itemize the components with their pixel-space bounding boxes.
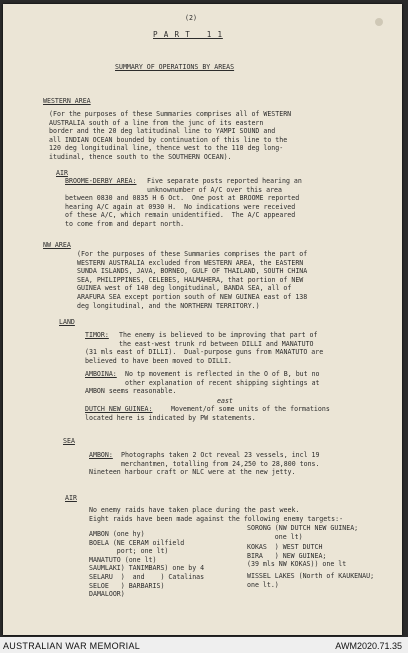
text-line: itudinal, thence south to the SOUTHERN OCEAN). — [49, 153, 232, 161]
list-item: WISSEL LAKES (North of KAUKENAU; — [247, 572, 375, 580]
text-line: Movement/of some units of the formations — [171, 405, 330, 413]
text-line: other explanation of recent shipping sightings at — [125, 378, 320, 387]
list-item: KOKAS ) WEST DUTCH — [247, 543, 323, 551]
list-item: one lt.) — [247, 580, 279, 589]
text-line: AUSTRALIA south of a line from the junc of its eastern — [49, 118, 264, 127]
footer-source: AUSTRALIAN WAR MEMORIAL — [3, 641, 141, 651]
list-item: BOELA (NE CERAM oilfield — [89, 538, 185, 547]
text-line: GUINEA west of 140 deg longitudinal, BANDA SEA, all of — [77, 284, 292, 293]
text-line: (For the purposes of these Summaries comprises all of WESTERN — [49, 110, 292, 118]
text-line: The enemy is believed to be improving that part of — [119, 331, 318, 339]
list-item: SELARU ) and ) Catalinas — [89, 573, 205, 581]
text-line: believed to have been moved to DILLI. — [85, 356, 232, 365]
text-line: Eight raids have been made against the following enemy targets:- — [89, 514, 344, 523]
text-line: of these A/C, which remain unidentified. The A/C appeared — [65, 211, 296, 220]
broome-derby-label: BROOME-DERBY AREA: — [65, 177, 137, 185]
text-line: WESTERN AUSTRALIA excluded from WESTERN AREA, the EASTERN — [77, 258, 304, 267]
text-line: ARAFURA SEA except portion south of NEW GUINEA east of 138 — [77, 293, 308, 301]
text-line: deg longitudinal, and the NORTHERN TERRITORY.) — [77, 301, 260, 310]
text-line: AMBON seems reasonable. — [85, 387, 177, 396]
list-item: AMBON (one hy) — [89, 530, 145, 538]
footer-accession: AWM2020.71.35 — [335, 641, 402, 651]
text-line: Five separate posts reported hearing an — [147, 177, 302, 185]
list-item: one lt) — [247, 532, 303, 541]
text-line: border and the 20 deg latitudinal line to YAMPI SOUND and — [49, 127, 276, 136]
western-air-label: AIR — [56, 169, 68, 177]
text-line: all INDIAN OCEAN bounded by continuation of this line to the — [49, 135, 288, 144]
text-line: No enemy raids have taken place during the past week. — [89, 506, 300, 514]
list-item: DAMALOOR) — [89, 590, 125, 599]
text-line: to come from and depart north. — [65, 220, 185, 228]
list-item: SELOE ) BARBARIS) — [89, 581, 165, 590]
text-line: Nineteen harbour craft or NLC were at the new jetty. — [89, 468, 296, 477]
document-page — [3, 4, 402, 635]
text-line: the east-west trunk rd between DILLI and MANATUTO — [119, 339, 314, 348]
footer-bar — [0, 637, 408, 653]
text-line: merchantmen, totalling from 24,250 to 28,800 tons. — [121, 459, 320, 468]
text-line: No tp movement is reflected in the O of B, but no — [125, 370, 320, 378]
list-item: (39 mls NW KOKAS)) one lt — [247, 560, 347, 569]
list-item: SAUMLAKI) TANIMBARS) one by 4 — [89, 564, 205, 573]
text-line: 120 deg longitudinal line, thence west to the 110 deg long- — [49, 144, 284, 153]
text-line: SUNDA ISLANDS, JAVA, BORNEO, GULF OF THAILAND, SOUTH CHINA — [77, 267, 308, 276]
handwritten-insert: east — [217, 397, 233, 405]
nw-air-label: AIR — [65, 494, 77, 502]
land-label: LAND — [59, 318, 75, 326]
text-line: Photographs taken 2 Oct reveal 23 vessels, incl 19 — [121, 451, 320, 459]
text-line: between 0830 and 0835 H 6 Oct. One post at BROOME reported — [65, 194, 300, 203]
ambon-label: AMBON: — [89, 451, 113, 459]
timor-label: TIMOR: — [85, 331, 109, 339]
part-title: P A R T 1 1 — [153, 30, 223, 39]
text-line: (For the purposes of these Summaries comprises the part of — [77, 250, 308, 258]
text-line: (31 mls east of DILLI). Dual-purpose guns from MANATUTO are — [85, 348, 324, 357]
text-line: hearing A/C again at 0930 H. No indications were received — [65, 202, 296, 211]
main-title: SUMMARY OF OPERATIONS BY AREAS — [115, 63, 235, 71]
text-line: unknownumber of A/C over this area — [147, 185, 282, 194]
list-item: BIRA ) NEW GUINEA; — [247, 551, 327, 560]
text-line: located here is indicated by PW statements. — [85, 413, 256, 422]
text-line: SEA, PHILIPPINES, CELEBES, HALMAHERA, that portion of NEW — [77, 275, 304, 284]
list-item: MANATUTO (one lt) — [89, 555, 157, 564]
sea-label: SEA — [63, 437, 75, 445]
dutch-new-guinea-label: DUTCH NEW GUINEA: — [85, 405, 153, 413]
nw-area-heading: NW AREA — [43, 241, 71, 249]
western-area-heading: WESTERN AREA — [43, 97, 91, 105]
list-item: port; one lt) — [89, 547, 169, 556]
page-number: (2) — [185, 14, 197, 22]
punch-hole-top — [375, 18, 383, 26]
list-item: SORONG (NW DUTCH NEW GUINEA; — [247, 524, 359, 532]
amboina-label: AMBOINA: — [85, 370, 117, 378]
